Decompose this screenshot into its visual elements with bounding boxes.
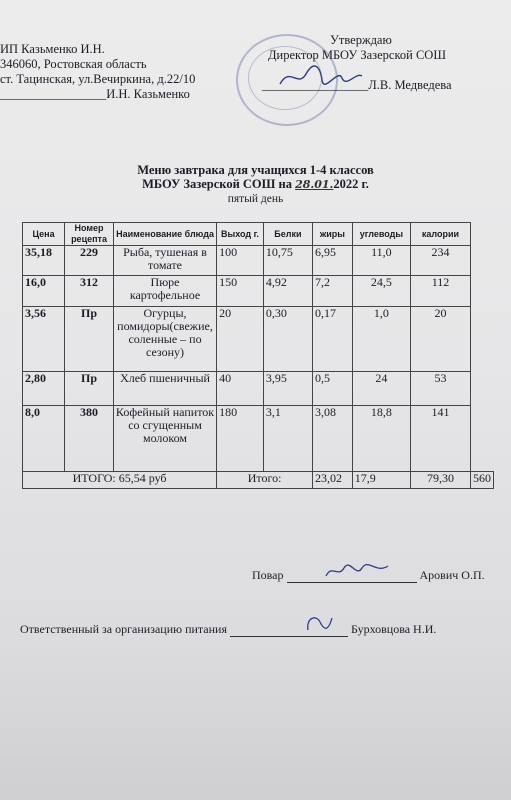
cell-carbs: 18,8	[352, 406, 410, 472]
cell-fat: 0,17	[313, 307, 353, 372]
header-fat: жиры	[313, 223, 353, 246]
table-row	[23, 246, 494, 276]
cell-price: 3,56	[23, 307, 65, 372]
table-row	[23, 276, 494, 307]
cook-label: Повар	[252, 568, 284, 582]
supplier-postal: 346060, Ростовская область	[0, 57, 147, 71]
cell-protein: 3,1	[263, 406, 312, 472]
header-protein: Белки	[263, 223, 312, 246]
cell-dish: Хлеб пшеничный	[113, 372, 216, 406]
cell-dish: Пюре картофельное	[113, 276, 216, 307]
header-price: Цена	[23, 223, 65, 246]
cell-calories: 20	[410, 307, 470, 372]
header-carbs: углеводы	[352, 223, 410, 246]
director-signature	[276, 62, 366, 92]
approval-label: Утверждаю	[330, 33, 392, 47]
cell-recipe: Пр	[65, 307, 114, 372]
cell-carbs: 1,0	[352, 307, 410, 372]
cell-protein: 3,95	[263, 372, 312, 406]
cell-dish: Кофейный напиток со сгущенным молоком	[113, 406, 216, 472]
menu-date: 28.01.	[295, 178, 334, 191]
cell-price: 8,0	[23, 406, 65, 472]
total-carbs: 79,30	[410, 472, 470, 489]
cell-calories: 53	[410, 372, 470, 406]
cook-name: Арович О.П.	[419, 568, 485, 582]
header-yield: Выход г.	[217, 223, 264, 246]
supplier-address: ст. Тацинская, ул.Вечиркина, д.22/10	[0, 72, 196, 86]
day-label: пятый день	[227, 193, 284, 205]
table-row	[23, 307, 494, 372]
total-calories: 560	[471, 472, 494, 489]
cell-recipe: Пр	[65, 372, 114, 406]
cell-price: 35,18	[23, 246, 65, 276]
table-header-row	[23, 223, 494, 246]
total-fat: 17,9	[352, 472, 410, 489]
cell-price: 16,0	[23, 276, 65, 307]
cell-recipe: 229	[65, 246, 114, 276]
menu-school-line	[0, 177, 511, 192]
cell-carbs: 11,0	[352, 246, 410, 276]
menu-title: Меню завтрака для учащихся 1-4 классов	[137, 163, 374, 177]
cell-calories: 141	[410, 406, 470, 472]
menu-year: 2022 г.	[333, 177, 369, 191]
cell-yield: 20	[217, 307, 264, 372]
cell-fat: 6,95	[313, 246, 353, 276]
cell-dish: Огурцы, помидоры(свежие, соленные – по сезону)	[113, 307, 216, 372]
cell-carbs: 24	[352, 372, 410, 406]
cell-yield: 100	[217, 246, 264, 276]
cell-protein: 0,30	[263, 307, 312, 372]
cell-dish: Рыба, тушеная в томате	[113, 246, 216, 276]
total-label: Итого:	[217, 472, 313, 489]
responsible-line	[20, 622, 436, 637]
menu-table	[22, 222, 494, 489]
cell-protein: 4,92	[263, 276, 312, 307]
approver-signature-line: _________________Л.В. Медведева	[262, 78, 452, 92]
supplier-signature-line: _________________И.Н. Казьменко	[0, 87, 190, 101]
cell-carbs: 24,5	[352, 276, 410, 307]
cell-price: 2,80	[23, 372, 65, 406]
total-cost: ИТОГО: 65,54 руб	[23, 472, 217, 489]
approver-title: Директор МБОУ Зазерской СОШ	[268, 48, 446, 62]
cell-fat: 0,5	[313, 372, 353, 406]
supplier-name: ИП Казьменко И.Н.	[0, 42, 105, 56]
cook-signature	[322, 560, 392, 582]
totals-row	[23, 472, 494, 489]
header-calories: калории	[410, 223, 470, 246]
cell-yield: 180	[217, 406, 264, 472]
cell-recipe: 312	[65, 276, 114, 307]
school-prefix: МБОУ Зазерской СОШ на	[142, 177, 292, 191]
table-row	[23, 372, 494, 406]
header-dish: Наименование блюда	[113, 223, 216, 246]
total-protein: 23,02	[313, 472, 353, 489]
cell-yield: 40	[217, 372, 264, 406]
responsible-name: Бурховцова Н.И.	[351, 622, 437, 636]
cell-calories: 234	[410, 246, 470, 276]
cell-fat: 7,2	[313, 276, 353, 307]
cell-fat: 3,08	[313, 406, 353, 472]
header-recipe: Номер рецепта	[65, 223, 114, 246]
cell-protein: 10,75	[263, 246, 312, 276]
cell-yield: 150	[217, 276, 264, 307]
cell-recipe: 380	[65, 406, 114, 472]
responsible-signature	[302, 612, 338, 636]
responsible-label: Ответственный за организацию питания	[20, 622, 227, 636]
cell-calories: 112	[410, 276, 470, 307]
table-row	[23, 406, 494, 472]
